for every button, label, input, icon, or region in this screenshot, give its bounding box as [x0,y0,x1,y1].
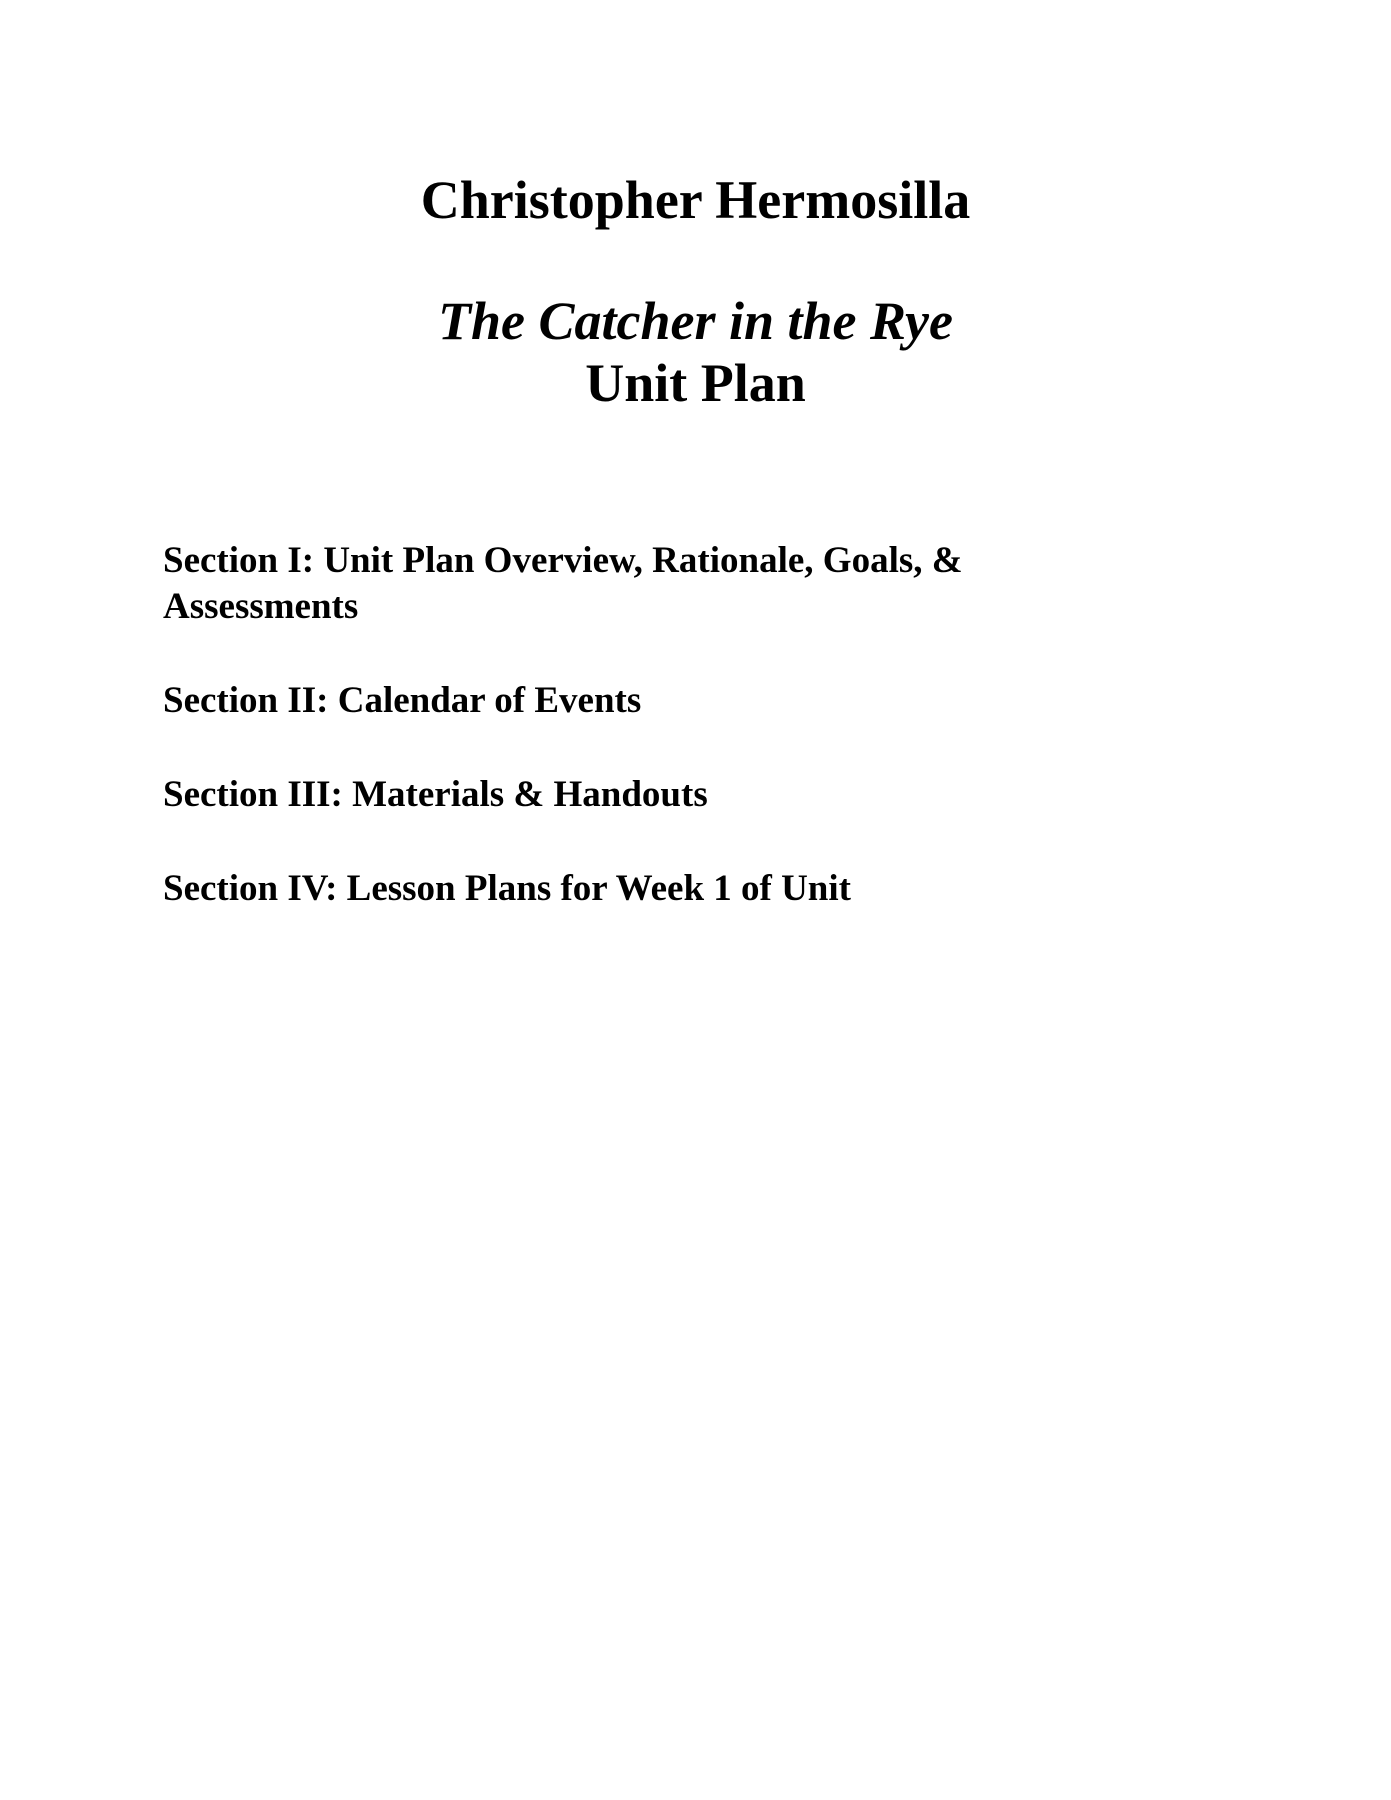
section-item-2: Section II: Calendar of Events [163,680,642,721]
section-item-4: Section IV: Lesson Plans for Week 1 of Unit [163,868,851,909]
author-name: Christopher Hermosilla [420,170,971,230]
book-title: The Catcher in the Rye [437,291,953,351]
section-item-3: Section III: Materials & Handouts [163,774,708,815]
title-block [0,290,1391,414]
section-list [163,538,1123,960]
document-subtitle: Unit Plan [585,353,806,413]
section-item-1: Section I: Unit Plan Overview, Rationale, Goals, & Assessments [163,540,963,627]
